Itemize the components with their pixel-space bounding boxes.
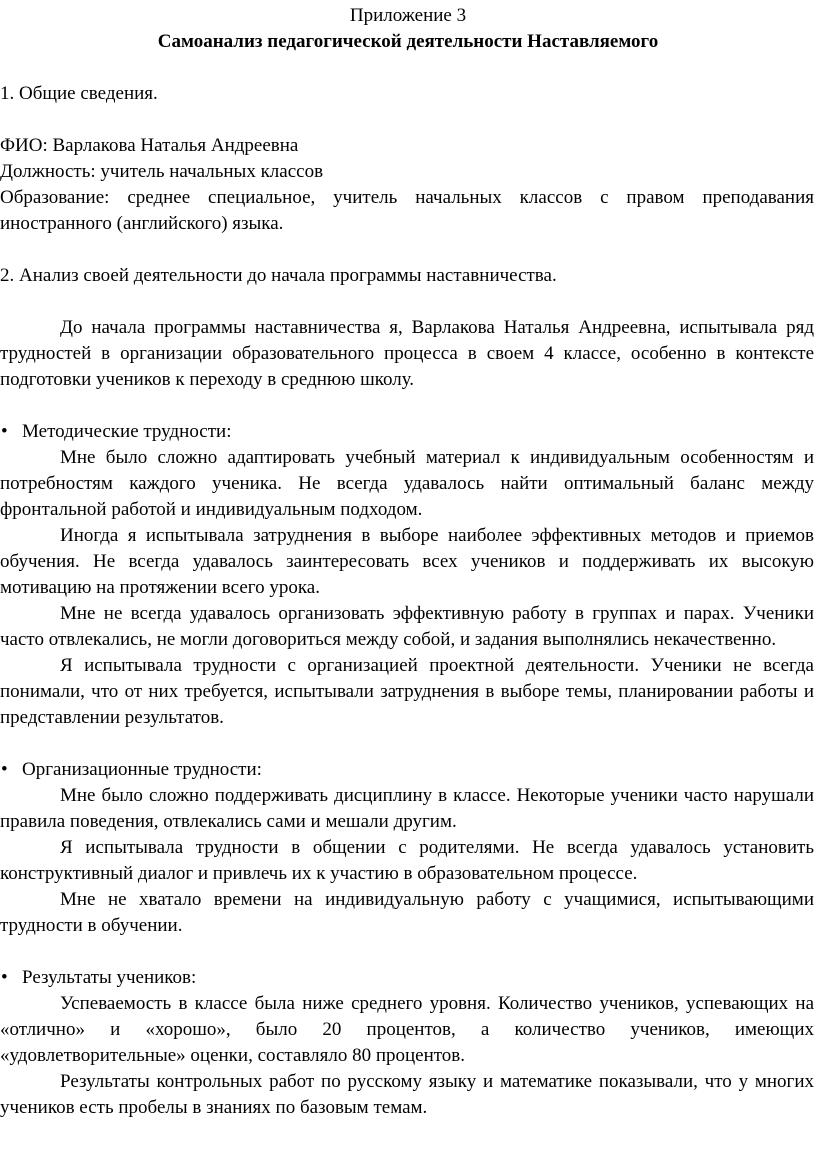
bullet-icon: • (1, 759, 8, 780)
spacer (0, 237, 814, 263)
paragraph: Я испытывала трудности в общении с родителями. Не всегда удавалось установить конструктивный диалог и привлечь их к участию в образовательном процессе. (0, 837, 814, 884)
intro-paragraph: До начала программы наставничества я, Варлакова Наталья Андреевна, испытывала ряд трудностей в организации образовательного процесса в своем 4 классе, особенно в контексте подготовки учеников к переходу в среднюю школу. (0, 317, 814, 390)
spacer (0, 289, 814, 315)
education-line: Образование: среднее специальное, учитель начальных классов с правом преподавания иностранного (английского) языка. (0, 187, 814, 234)
paragraph: Успеваемость в классе была ниже среднего уровня. Количество учеников, успевающих на «отлично» и «хорошо», было 20 процентов, а количество учеников, имеющих «удовлетворительные» оценки, составляло 80 процентов. (0, 993, 814, 1066)
bullet-icon: • (1, 967, 8, 988)
paragraph: Я испытывала трудности с организацией проектной деятельности. Ученики не всегда понимали, что от них требуется, испытывали затруднения в выборе темы, планировании работы и представлении результатов. (0, 655, 814, 728)
bullet-methodical (0, 419, 814, 445)
bullet-title: Методические трудности: (22, 421, 232, 442)
document-body (0, 81, 814, 1121)
spacer (0, 939, 814, 965)
section-2-heading: 2. Анализ своей деятельности до начала программы наставничества. (0, 265, 557, 286)
bullet-icon: • (1, 421, 8, 442)
paragraph: Мне было сложно адаптировать учебный материал к индивидуальным особенностям и потребностям каждого ученика. Не всегда удавалось найти оптимальный баланс между фронтальной работой и индивидуальным подходом. (0, 447, 814, 520)
paragraph: Мне не хватало времени на индивидуальную работу с учащимися, испытывающими трудности в обучении. (0, 889, 814, 936)
appendix-label: Приложение 3 (349, 5, 467, 26)
paragraph: Иногда я испытывала затруднения в выборе наиболее эффективных методов и приемов обучения. Не всегда удавалось заинтересовать всех учеников и поддерживать их высокую мотивацию на протяжении всего урока. (0, 525, 814, 598)
bullet-results (0, 965, 814, 991)
position-line: Должность: учитель начальных классов (0, 161, 324, 182)
document-title: Самоанализ педагогической деятельности Наставляемого (157, 31, 659, 52)
paragraph: Результаты контрольных работ по русскому языку и математике показывали, что у многих учеников есть пробелы в знаниях по базовым темам. (0, 1071, 814, 1118)
spacer (0, 393, 814, 419)
section-1-heading: 1. Общие сведения. (0, 83, 158, 104)
paragraph: Мне было сложно поддерживать дисциплину в классе. Некоторые ученики часто нарушали правила поведения, отвлекались сами и мешали другим. (0, 785, 814, 832)
fio-line: ФИО: Варлакова Наталья Андреевна (0, 135, 299, 156)
spacer (0, 107, 814, 133)
bullet-title: Организационные трудности: (22, 759, 262, 780)
bullet-title: Результаты учеников: (22, 967, 197, 988)
bullet-organizational (0, 757, 814, 783)
paragraph: Мне не всегда удавалось организовать эффективную работу в группах и парах. Ученики часто отвлекались, не могли договориться между собой, и задания выполнялись некачественно. (0, 603, 814, 650)
spacer (0, 731, 814, 757)
